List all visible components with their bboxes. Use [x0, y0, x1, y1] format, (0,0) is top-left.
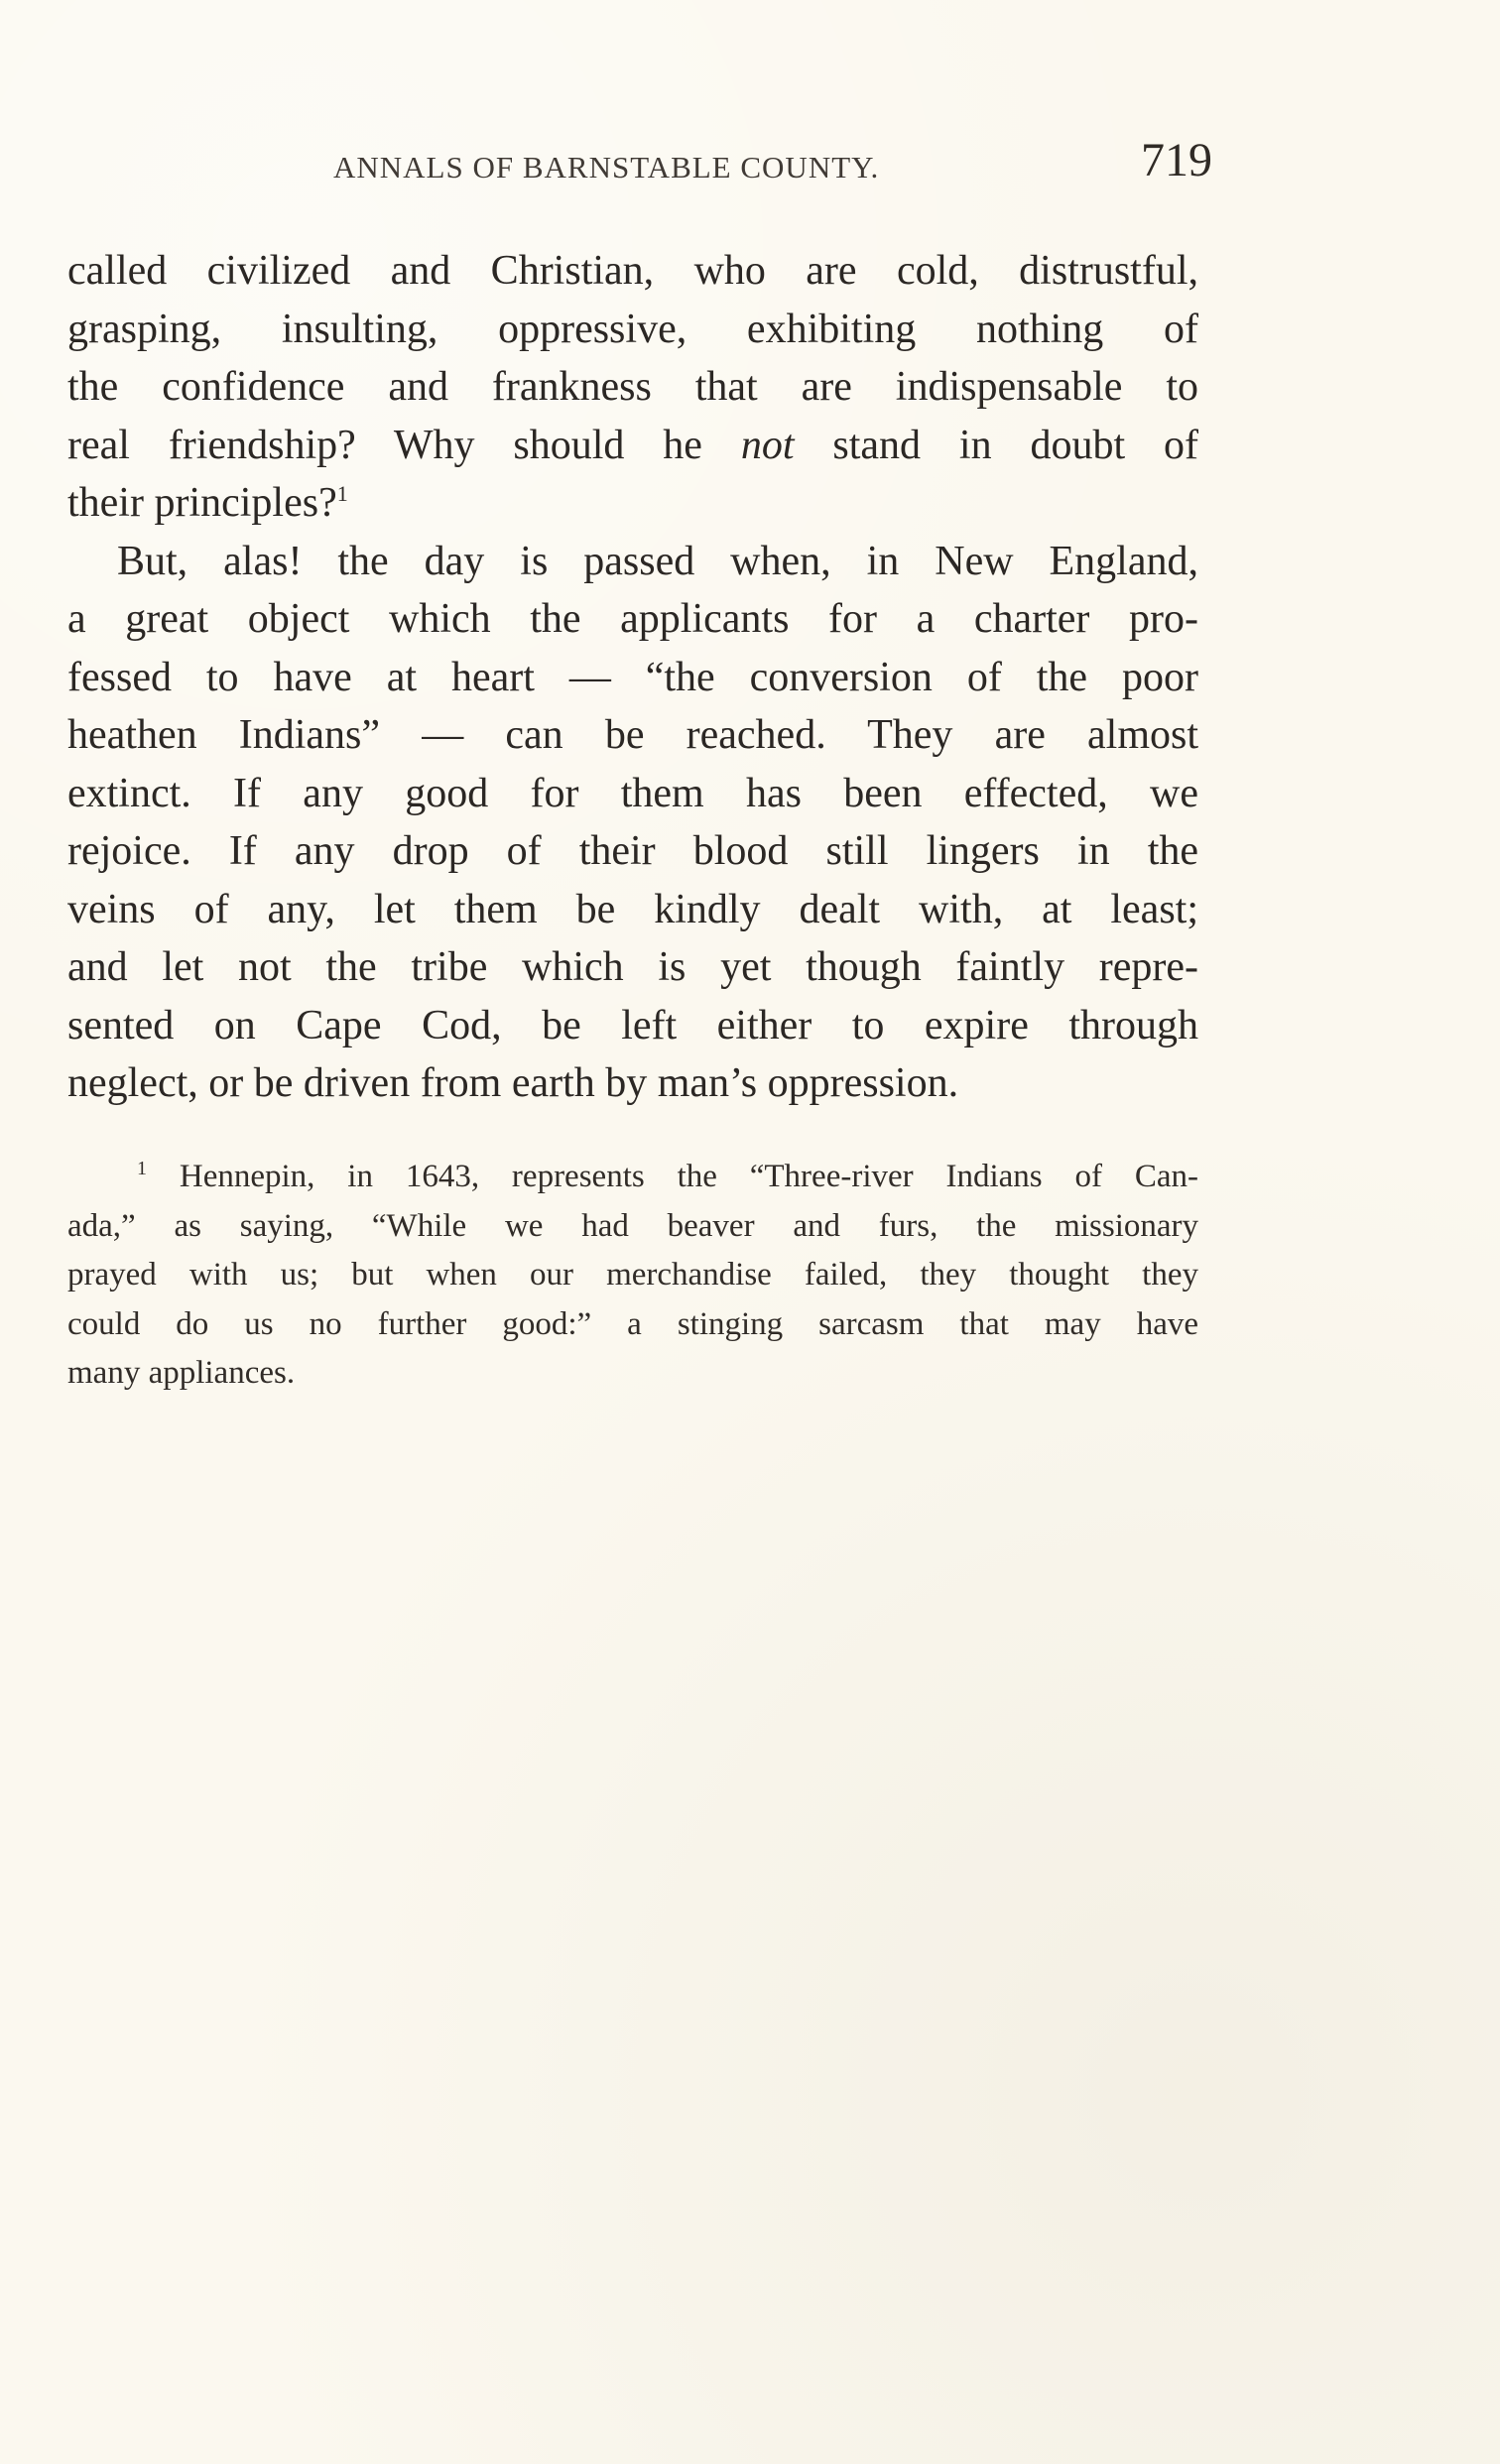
- body-line-4-italic: not: [740, 422, 795, 468]
- page-header: [0, 134, 1500, 196]
- footnote-line-5: many appliances.: [67, 1355, 296, 1391]
- footnote-line-1: [67, 1153, 1198, 1202]
- body-line-3: the confidence and frankness that are indispensable to: [67, 364, 1198, 410]
- running-title: ANNALS OF BARNSTABLE COUNTY.: [333, 150, 880, 185]
- footnote-marker: 1: [137, 1158, 147, 1179]
- body-line-6: But, alas! the day is passed when, in New England,: [117, 538, 1198, 584]
- body-line-1: called civilized and Christian, who are cold, distrustful,: [67, 248, 1198, 294]
- body-line-4: [67, 417, 1198, 475]
- footnote-line-2: ada,” as saying, “While we had beaver and furs, the missionary: [67, 1207, 1198, 1244]
- body-line-9: heathen Indians” — can be reached. They are almost: [67, 712, 1198, 758]
- body-line-5: [67, 474, 1198, 533]
- body-line-4-end: stand in doubt of: [794, 422, 1199, 468]
- page-number: 719: [1141, 134, 1212, 186]
- body-line-14: sented on Cape Cod, be left either to expire through: [67, 1002, 1198, 1048]
- body-line-11: rejoice. If any drop of their blood still lingers in the: [67, 828, 1198, 874]
- body-line-5-text: their principles?: [67, 480, 337, 526]
- footnote-line-4: could do us no further good:” a stinging sarcasm that may have: [67, 1305, 1198, 1342]
- footnote: [67, 1153, 1198, 1399]
- body-line-10: extinct. If any good for them has been effected, we: [67, 770, 1198, 816]
- body-line-12: veins of any, let them be kindly dealt with, at least;: [67, 886, 1198, 932]
- main-text: [67, 242, 1198, 1113]
- footnote-line-3: prayed with us; but when our merchandise failed, they thought they: [67, 1257, 1198, 1293]
- body-line-13: and let not the tribe which is yet though faintly repre-: [67, 944, 1198, 990]
- footnote-line-1-text: Hennepin, in 1643, represents the “Three-river Indians of Can-: [179, 1159, 1198, 1194]
- body-line-15: neglect, or be driven from earth by man’s oppression.: [67, 1060, 959, 1106]
- body-line-4-start: real friendship? Why should he: [67, 422, 741, 468]
- body-line-2: grasping, insulting, oppressive, exhibiting nothing of: [67, 306, 1198, 352]
- body-line-7: a great object which the applicants for a charter pro-: [67, 596, 1198, 642]
- footnote-reference: 1: [336, 481, 348, 506]
- body-line-8: fessed to have at heart — “the conversion of the poor: [67, 654, 1198, 700]
